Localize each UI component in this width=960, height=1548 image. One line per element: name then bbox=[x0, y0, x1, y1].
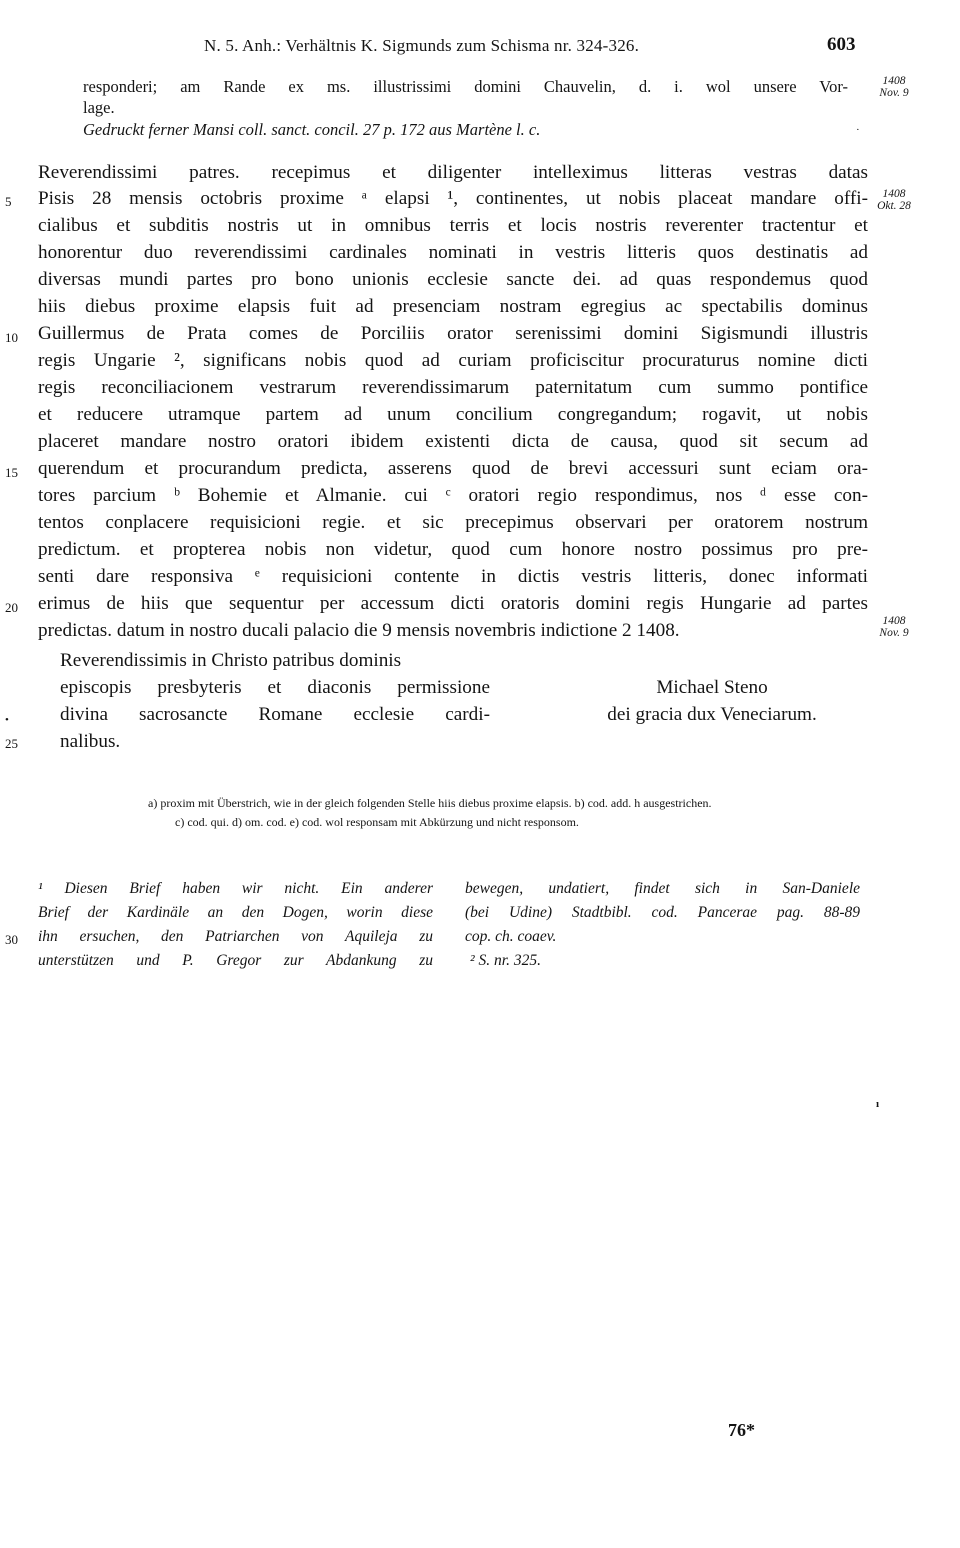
letter-line: diversas mundi partes pro bono unionis ecclesie sancte dei. ad quas respondemus quod bbox=[38, 269, 868, 290]
margin-date-note: 1408 Nov. 9 bbox=[879, 75, 909, 99]
letter-line: et reducere utramque partem ad unum concilium congregandum; rogavit, ut nobis bbox=[38, 404, 868, 425]
intro-line: responderi; am Rande ex ms. illustrissimi domini Chauvelin, d. i. wol unsere Vor- bbox=[83, 77, 848, 96]
address-line: episcopis presbyteris et diaconis permissione bbox=[60, 677, 490, 698]
margin-date-note: 1408 Okt. 28 bbox=[877, 188, 911, 212]
footnote-line: Brief der Kardinäle an den Dogen, worin diese bbox=[38, 904, 433, 921]
intro-line: Gedruckt ferner Mansi coll. sanct. concil. 27 p. 172 aus Martène l. c. bbox=[83, 120, 541, 139]
footnote-line: ² S. nr. 325. bbox=[470, 952, 541, 969]
footnote-line: ihn ersuchen, den Patriarchen von Aquileja zu bbox=[38, 928, 433, 945]
line-number: 20 bbox=[5, 600, 18, 615]
footnote-line: cop. ch. coaev. bbox=[465, 928, 557, 945]
intro-line: lage. bbox=[83, 98, 115, 117]
footnote-line: ¹ Diesen Brief haben wir nicht. Ein anderer bbox=[38, 880, 433, 897]
letter-line: tores parcium ᵇ Bohemie et Almanie. cui ᶜ oratori regio respondimus, nos ᵈ esse con- bbox=[38, 485, 868, 506]
letter-line: Pisis 28 mensis octobris proxime ᵃ elapsi ¹, continentes, ut nobis placeat mandare offi- bbox=[38, 188, 868, 209]
address-line: Reverendissimis in Christo patribus dominis bbox=[60, 650, 402, 671]
letter-line: querendum et procurandum predicta, asserens quod de brevi accessuri sunt eciam ora- bbox=[38, 458, 868, 479]
apparatus-note: c) cod. qui. d) om. cod. e) cod. wol responsam mit Abkürzung und nicht responsom. bbox=[175, 815, 579, 829]
letter-line: regis reconciliacionem vestrarum reverendissimarum paternitatum cum summo pontifice bbox=[38, 377, 868, 398]
footnote-line: unterstützen und P. Gregor zur Abdankung zu bbox=[38, 952, 433, 969]
address-line: divina sacrosancte Romane ecclesie cardi- bbox=[60, 704, 490, 725]
letter-line: Guillermus de Prata comes de Porciliis orator serenissimi domini Sigismundi illustris bbox=[38, 323, 868, 344]
letter-line: hiis diebus proxime elapsis fuit ad presenciam nostram egregius ac spectabilis dominus bbox=[38, 296, 868, 317]
address-line: nalibus. bbox=[60, 731, 121, 752]
signature-title: dei gracia dux Veneciarum. bbox=[607, 704, 817, 725]
margin-date-note: 1408 Nov. 9 bbox=[879, 615, 909, 639]
letter-line: predictum. et propterea nobis non videtur, quod cum honore nostro possimus pro pre- bbox=[38, 539, 868, 560]
line-number: 10 bbox=[5, 330, 18, 345]
stray-mark: • bbox=[5, 714, 9, 726]
letter-line: regis Ungarie ², significans nobis quod ad curiam proficiscitur procuraturus nomine dicti bbox=[38, 350, 868, 371]
letter-line: erimus de hiis que sequentur per accessum dicti oratoris domini regis Hungarie ad partes bbox=[38, 593, 868, 614]
footnote-line: bewegen, undatiert, findet sich in San-Daniele bbox=[465, 880, 860, 897]
line-number: 25 bbox=[5, 736, 18, 751]
letter-line: cialibus et subditis nostris ut in omnibus terris et locis nostris reverenter tractentur et bbox=[38, 215, 868, 236]
apparatus-note: a) proxim mit Überstrich, wie in der gleich folgenden Stelle hiis diebus proxime elapsis. b) cod. add. h ausgestrichen. bbox=[148, 796, 712, 810]
line-number: 5 bbox=[5, 194, 12, 209]
signature-name: Michael Steno bbox=[656, 677, 768, 698]
stray-mark: · bbox=[856, 124, 860, 136]
letter-line: senti dare responsiva ᵉ requisicioni contente in dictis vestris litteris, donec informati bbox=[38, 566, 868, 587]
line-number: 15 bbox=[5, 465, 18, 480]
line-number: 30 bbox=[5, 932, 18, 947]
running-head: N. 5. Anh.: Verhältnis K. Sigmunds zum Schisma nr. 324-326. bbox=[204, 36, 640, 55]
letter-line: predictas. datum in nostro ducali palacio die 9 mensis novembris indictione 2 1408. bbox=[38, 620, 680, 641]
letter-line: placeret mandare nostro oratori ibidem existenti dicta de causa, quod sit secum ad bbox=[38, 431, 868, 452]
letter-line: honorentur duo reverendissimi cardinales nominati in vestris litteris quos destinatis ad bbox=[38, 242, 868, 263]
letter-line: Reverendissimi patres. recepimus et diligenter intelleximus litteras vestras datas bbox=[38, 162, 868, 183]
letter-line: tentos conplacere requisicioni regie. et sic precepimus observari per oratorem nostrum bbox=[38, 512, 868, 533]
stray-mark: ı bbox=[876, 1098, 880, 1110]
signature-mark: 76* bbox=[728, 1420, 755, 1440]
footnote-line: (bei Udine) Stadtbibl. cod. Pancerae pag. 88-89 bbox=[465, 904, 860, 921]
page-number: 603 bbox=[827, 34, 856, 55]
